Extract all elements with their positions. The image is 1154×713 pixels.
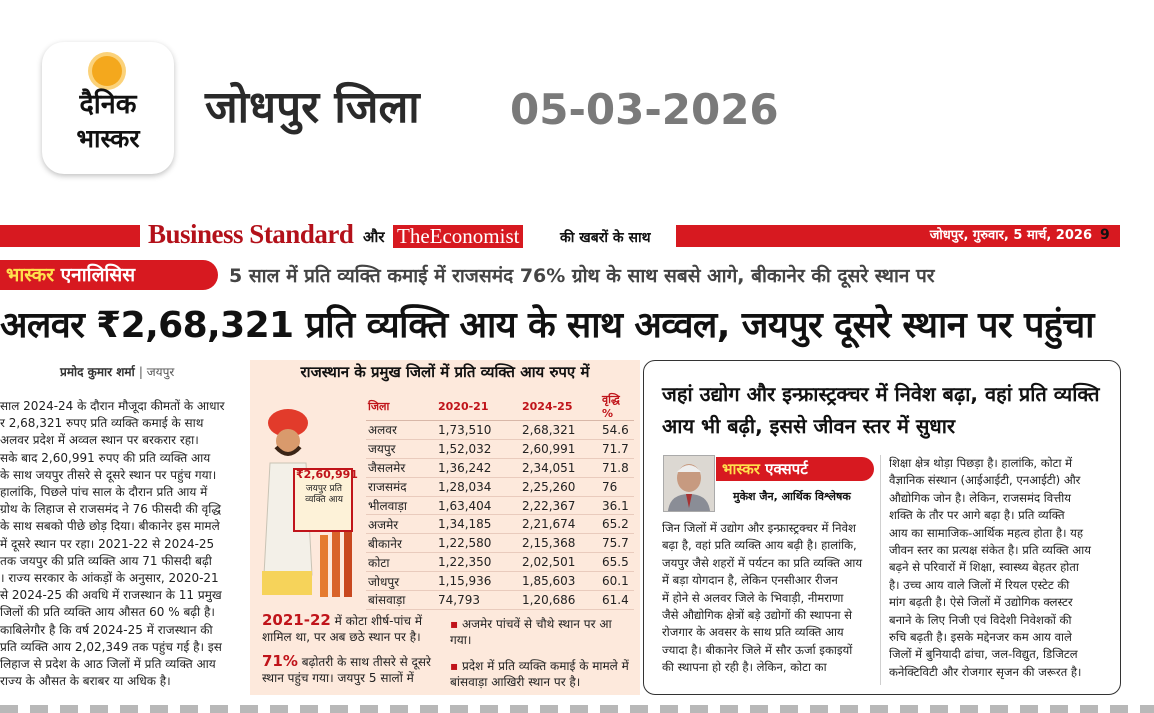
byline [60, 363, 174, 380]
expert-line: बढ़ने से परिवारों में शिक्षा, स्वास्थ्य बेहतर होता [889, 560, 1079, 575]
sun-icon [92, 56, 122, 86]
edition-date: 05-03-2026 [510, 85, 779, 134]
expert-line: जयपुर जैसे शहरों में पर्यटन का प्रति व्यक्ति आय [662, 555, 863, 570]
cell: 61.4 [600, 591, 634, 610]
expert-line: में होने से अलवर जिले के भिवाड़ी, नीमराणा [662, 590, 844, 605]
expert-column-2 [889, 455, 1103, 681]
bullet-icon: ▪ [450, 659, 459, 673]
expert-column-1 [662, 520, 874, 677]
table-row [366, 534, 634, 553]
expert-line: रोजगार के अवसर के साथ प्रति व्यक्ति आय [662, 625, 844, 640]
cell: 65.5 [600, 553, 634, 572]
cell: 1,52,032 [436, 439, 520, 458]
bhaskar-analysis-badge [0, 260, 218, 290]
expert-name: मुकेश जैन, आर्थिक विश्लेषक [733, 490, 851, 503]
badge-word-analysis: एनालिसिस [60, 264, 136, 286]
expert-line: जिलों में बुनियादी ढांचा, जल-विद्युत, डिजिटल [889, 647, 1078, 662]
income-table [366, 392, 634, 610]
cell: 76 [600, 477, 634, 496]
col-header: 2024-25 [520, 392, 600, 421]
expert-line: आय का सामाजिक-आर्थिक महत्व होता है। यह [889, 525, 1084, 540]
table-footnotes-left [262, 612, 442, 686]
expert-line: जिन जिलों में उद्योग और इन्फ्रास्ट्रक्चर में निवेश [662, 521, 856, 535]
bullet-icon: ▪ [450, 617, 459, 631]
cell: 1,15,936 [436, 572, 520, 591]
cell: 60.1 [600, 572, 634, 591]
cell: 2,68,321 [520, 421, 600, 440]
cell: 1,85,603 [520, 572, 600, 591]
cell: बांसवाड़ा [366, 591, 436, 610]
cell: राजसमंद [366, 477, 436, 496]
main-headline: अलवर ₹2,68,321 प्रति व्यक्ति आय के साथ अव्वल, जयपुर दूसरे स्थान पर पहुंचा [0, 305, 1094, 346]
strip-and-text: और [363, 228, 385, 246]
bullet-ajmer-text: अजमेर पांचवें से चौथे स्थान पर आ गया। [450, 617, 612, 647]
col-header: 2020-21 [436, 392, 520, 421]
bullet-banswara [450, 658, 630, 690]
edition-title: जोधपुर जिला [205, 82, 420, 133]
business-standard-masthead: Business Standard [148, 219, 354, 249]
cell: जोधपुर [366, 572, 436, 591]
cell: अलवर [366, 421, 436, 440]
cell: 1,73,510 [436, 421, 520, 440]
body-line: सके बाद 2,60,991 रुपए की प्रति व्यक्ति आय [0, 450, 211, 465]
body-line: लिहाज से प्रदेश के आठ जिलों में प्रति व्यक्ति आय [0, 657, 216, 672]
expert-line: वैज्ञानिक संस्थान (आईआईटी, एनआईटी) और [889, 473, 1081, 488]
expert-line: शक्ति के तौर पर आगे बढ़ा है। प्रति व्यक्ति [889, 508, 1065, 523]
table-row [366, 439, 634, 458]
table-row [366, 421, 634, 440]
body-line: तक जयपुर की प्रति व्यक्ति आय 71 फीसदी बढ़ी [0, 553, 212, 568]
sub-headline: 5 साल में प्रति व्यक्ति कमाई में राजसमंद 76% ग्रोथ के साथ सबसे आगे, बीकानेर की दूसरे स्थान पर [229, 265, 935, 287]
cell: अजमेर [366, 515, 436, 534]
expert-line: की स्थापना हो रही है। लेकिन, कोटा का [662, 660, 827, 675]
bullet-ajmer [450, 616, 630, 648]
body-line: के साथ जयपुर तीसरे से दूसरे स्थान पर पहुंच गया। [0, 467, 217, 482]
expert-line: मांग बढ़ती है। ऐसे जिलों में उद्योगिक क्लस्टर [889, 595, 1073, 610]
strip-news-with-text: की खबरों के साथ [560, 230, 651, 246]
cell: 74,793 [436, 591, 520, 610]
table-row [366, 553, 634, 572]
badge-word-bhaskar: भास्कर [722, 460, 760, 478]
page-number: 9 [1100, 227, 1110, 243]
body-line: जिलों की प्रति व्यक्ति आय औसत 60 % बढ़ी है। [0, 605, 215, 620]
sign-amount: ₹2,60,991 [296, 468, 358, 481]
body-line: राज्य के औसत के बराबर या अधिक है। [0, 674, 171, 689]
cell: 71.7 [600, 439, 634, 458]
footnote-year: 2021-22 [262, 611, 331, 629]
body-line: प्रति व्यक्ति आय 2,02,349 तक पहुंच गई है। इस [0, 639, 222, 654]
badge-word-expert: एक्सपर्ट [765, 460, 808, 478]
sign-text: जयपुर प्रति व्यक्ति आय [305, 484, 343, 505]
bhaskar-expert-badge [716, 457, 874, 481]
cell: 2,21,674 [520, 515, 600, 534]
table-row [366, 458, 634, 477]
body-line: ग्रोथ के लिहाज से राजसमंद ने 76 फीसदी की वृद्धि [0, 502, 221, 517]
cell: 1,34,185 [436, 515, 520, 534]
badge-word-bhaskar: भास्कर [6, 264, 55, 286]
page-dateline: जोधपुर, गुरुवार, 5 मार्च, 2026 [929, 228, 1092, 243]
body-line: अलवर प्रदेश में अव्वल स्थान पर बरकरार रहा। [0, 433, 199, 448]
expert-line: औद्योगिक जोन है। लेकिन, राजसमंद वित्तीय [889, 490, 1071, 505]
expert-line: शिक्षा क्षेत्र थोड़ा पिछड़ा है। हालांकि, कोटा में [889, 456, 1073, 470]
byline-city: | जयपुर [138, 365, 175, 379]
article-body [0, 398, 238, 690]
body-line: र 2,68,321 रुपए प्रति व्यक्ति कमाई के साथ [0, 416, 204, 431]
expert-line: कनेक्टिविटी और रोजगार सृजन की जरूरत है। [889, 664, 1082, 679]
table-row [366, 477, 634, 496]
economist-masthead: TheEconomist [393, 225, 523, 248]
body-line: काबिलेगौर है कि वर्ष 2024-25 में राजस्थान की [0, 622, 213, 637]
cell: कोटा [366, 553, 436, 572]
body-line: साल 2024-24 के दौरान मौजूदा कीमतों के आधार [0, 399, 225, 413]
footnote-percent: 71% [262, 652, 298, 670]
cell: 2,22,367 [520, 496, 600, 515]
cell: जयपुर [366, 439, 436, 458]
cell: भीलवाड़ा [366, 496, 436, 515]
cell: 1,22,580 [436, 534, 520, 553]
logo-text-line1: दैनिक [79, 89, 137, 120]
cell: 2,25,260 [520, 477, 600, 496]
expert-line: रुचि बढ़ती है। इसके मद्देनजर कम आय वाले [889, 630, 1072, 645]
table-footnotes-right [450, 616, 630, 690]
footnote-kota [262, 612, 442, 645]
cell: 2,02,501 [520, 553, 600, 572]
red-rule-left [0, 225, 140, 247]
expert-headline: जहां उद्योग और इन्फ्रास्ट्रक्चर में निवेश बढ़ा, वहां प्रति व्यक्ति आय भी बढ़ी, इससे जीवन स्तर में सुधार [662, 382, 1100, 438]
footnote-jaipur-text: बढ़ोतरी के साथ तीसरे से दूसरे स्थान पहुंच गया। जयपुर 5 सालों में [262, 655, 431, 685]
body-line: में दूसरे स्थान पर रहा। 2021-22 से 2024-25 [0, 536, 215, 551]
cell: 1,20,686 [520, 591, 600, 610]
cell: 1,36,242 [436, 458, 520, 477]
cell: 75.7 [600, 534, 634, 553]
expert-line: बढ़ा है, वहां प्रति व्यक्ति आय बढ़ी है। हालांकि, [662, 538, 857, 553]
dainik-bhaskar-logo [42, 42, 174, 174]
expert-line: बनाने के लिए निजी एवं विदेशी निवेशकों की [889, 612, 1072, 627]
cell: 2,15,368 [520, 534, 600, 553]
cell: 65.2 [600, 515, 634, 534]
cell: जैसलमेर [366, 458, 436, 477]
expert-line: जीवन स्तर का प्रत्यक्ष संकेत है। प्रति व्यक्ति आय [889, 543, 1091, 558]
body-line: से 2024-25 की अवधि में राजस्थान के 11 प्रमुख [0, 588, 222, 603]
table-title: राजस्थान के प्रमुख जिलों में प्रति व्यक्ति आय रुपए में [300, 363, 590, 381]
table-header-row [366, 392, 634, 421]
footnote-jaipur [262, 653, 442, 686]
cell: 71.8 [600, 458, 634, 477]
body-line: के साथ सबको पीछे छोड़ दिया। बीकानेर इस मामले [0, 519, 220, 534]
expert-line: जैसे औद्योगिक क्षेत्रों बड़े उद्योगों की स्थापना से [662, 608, 853, 623]
body-line: । राज्य सरकार के आंकड़ों के अनुसार, 2020-21 [0, 571, 219, 586]
table-row [366, 496, 634, 515]
cell: 1,63,404 [436, 496, 520, 515]
col-header: जिला [366, 392, 436, 421]
col-header: वृद्धि % [600, 392, 634, 421]
table-row [366, 591, 634, 610]
cell: 36.1 [600, 496, 634, 515]
cell: 1,22,350 [436, 553, 520, 572]
cut-off-text-strip [0, 705, 1154, 713]
expert-line: है। उच्च आय वाले जिलों में रियल एस्टेट की [889, 577, 1070, 592]
cell: 54.6 [600, 421, 634, 440]
footnote-kota-text: में कोटा शीर्ष-पांच में शामिल था, पर अब छठे स्थान पर है। [262, 614, 423, 644]
cell: 1,28,034 [436, 477, 520, 496]
bullet-banswara-text: प्रदेश में प्रति व्यक्ति कमाई के मामले में बांसवाड़ा आखिरी स्थान पर है। [450, 659, 629, 689]
cell: बीकानेर [366, 534, 436, 553]
expert-line: में बड़ा योगदान है, लेकिन एनसीआर रीजन [662, 573, 838, 588]
expert-line: ज्यादा है। बीकानेर जिले में सौर ऊर्जा इकाइयों [662, 642, 853, 657]
body-line: हालांकि, पिछले पांच साल के दौरान प्रति आय में [0, 485, 208, 500]
byline-author: प्रमोद कुमार शर्मा [60, 365, 135, 379]
cell: 2,60,991 [520, 439, 600, 458]
cell: 2,34,051 [520, 458, 600, 477]
table-row [366, 515, 634, 534]
logo-text-line2: भास्कर [76, 124, 140, 153]
table-row [366, 572, 634, 591]
column-divider [880, 455, 881, 685]
expert-photo [663, 455, 715, 512]
